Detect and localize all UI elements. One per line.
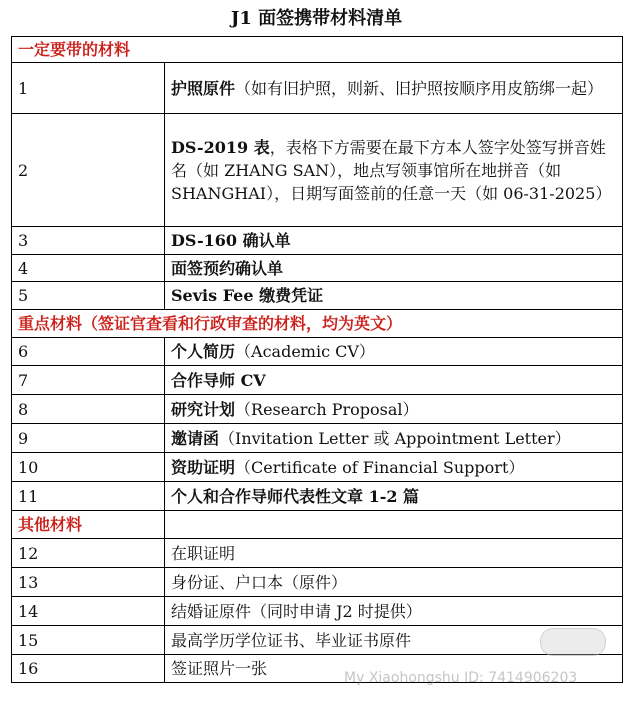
table-row <box>12 424 623 453</box>
table-row <box>12 366 623 395</box>
item-text: 结婚证原件（同时申请 J2 时提供） <box>171 601 422 621</box>
item-description <box>165 539 623 568</box>
item-bold-text: 邀请函 <box>171 428 220 448</box>
item-description <box>165 338 623 366</box>
watermark-text: My Xiaohongshu ID: 7414906203 <box>344 670 578 686</box>
item-number: 3 <box>12 227 165 255</box>
item-description <box>165 366 623 395</box>
item-text: （Research Proposal） <box>235 399 419 419</box>
item-text: （如有旧护照，则新、旧护照按顺序用皮筋绑一起） <box>235 78 604 98</box>
section-heading-required <box>12 37 623 63</box>
table-row <box>12 227 623 255</box>
item-bold-text: 研究计划 <box>171 399 236 419</box>
item-number: 15 <box>12 626 165 655</box>
table-row <box>12 255 623 282</box>
section-heading-text: 其他材料 <box>12 511 165 539</box>
item-number: 7 <box>12 366 165 395</box>
item-description <box>165 227 623 255</box>
item-number: 5 <box>12 282 165 310</box>
item-description <box>165 424 623 453</box>
item-text: 在职证明 <box>171 543 236 563</box>
item-description <box>165 453 623 482</box>
section-heading-text: 重点材料（签证官查看和行政审查的材料，均为英文） <box>12 310 623 338</box>
table-row <box>12 453 623 482</box>
item-number: 14 <box>12 597 165 626</box>
item-text: 最高学历学位证书、毕业证书原件 <box>171 630 412 650</box>
item-description <box>165 482 623 511</box>
item-description <box>165 395 623 424</box>
table-row <box>12 539 623 568</box>
item-number: 10 <box>12 453 165 482</box>
item-number: 9 <box>12 424 165 453</box>
item-number: 1 <box>12 63 165 114</box>
page-title: J1 面签携带材料清单 <box>230 8 403 29</box>
item-text: 签证照片一张 <box>171 659 268 678</box>
item-number: 13 <box>12 568 165 597</box>
item-description <box>165 568 623 597</box>
item-number: 16 <box>12 655 165 683</box>
item-number: 4 <box>12 255 165 282</box>
item-bold-text: 资助证明 <box>171 457 236 477</box>
item-description <box>165 63 623 114</box>
item-description <box>165 114 623 227</box>
table-row <box>12 597 623 626</box>
item-description <box>165 597 623 626</box>
item-text: （Certificate of Financial Support） <box>235 457 525 477</box>
item-number: 2 <box>12 114 165 227</box>
item-number: 12 <box>12 539 165 568</box>
table-row <box>12 482 623 511</box>
table-row <box>12 626 623 655</box>
item-bold-text: 个人简历 <box>171 342 236 361</box>
empty-cell <box>165 511 623 539</box>
table-row <box>12 63 623 114</box>
item-text: ，表格下方需要在最下方本人签字处签写拼音姓名（如 ZHANG SAN），地点写领事馆所在地拼音（如 SHANGHAI），日期写面签前的任意一天（如 06-31-2025） <box>171 137 612 203</box>
item-number: 11 <box>12 482 165 511</box>
item-bold-text: 个人和合作导师代表性文章 1-2 篇 <box>171 486 420 506</box>
item-number: 8 <box>12 395 165 424</box>
item-bold-text: 护照原件 <box>171 78 236 98</box>
item-text: （Invitation Letter 或 Appointment Letter） <box>219 428 571 448</box>
item-bold-text: Sevis Fee 缴费凭证 <box>171 286 324 305</box>
item-bold-text: DS-2019 表 <box>171 137 270 157</box>
item-description <box>165 282 623 310</box>
item-text: （Academic CV） <box>235 342 375 361</box>
item-bold-text: DS-160 确认单 <box>171 231 291 250</box>
section-heading-key <box>12 310 623 338</box>
table-row <box>12 282 623 310</box>
section-heading-other <box>12 511 623 539</box>
table-row <box>12 338 623 366</box>
section-heading-text: 一定要带的材料 <box>12 37 623 63</box>
materials-table <box>11 36 623 683</box>
item-bold-text: 合作导师 CV <box>171 370 266 390</box>
watermark-logo-icon <box>540 628 606 656</box>
item-number: 6 <box>12 338 165 366</box>
item-description <box>165 255 623 282</box>
item-bold-text: 面签预约确认单 <box>171 258 284 278</box>
table-row <box>12 568 623 597</box>
table-row <box>12 395 623 424</box>
table-row <box>12 114 623 227</box>
item-text: 身份证、户口本（原件） <box>171 572 348 592</box>
